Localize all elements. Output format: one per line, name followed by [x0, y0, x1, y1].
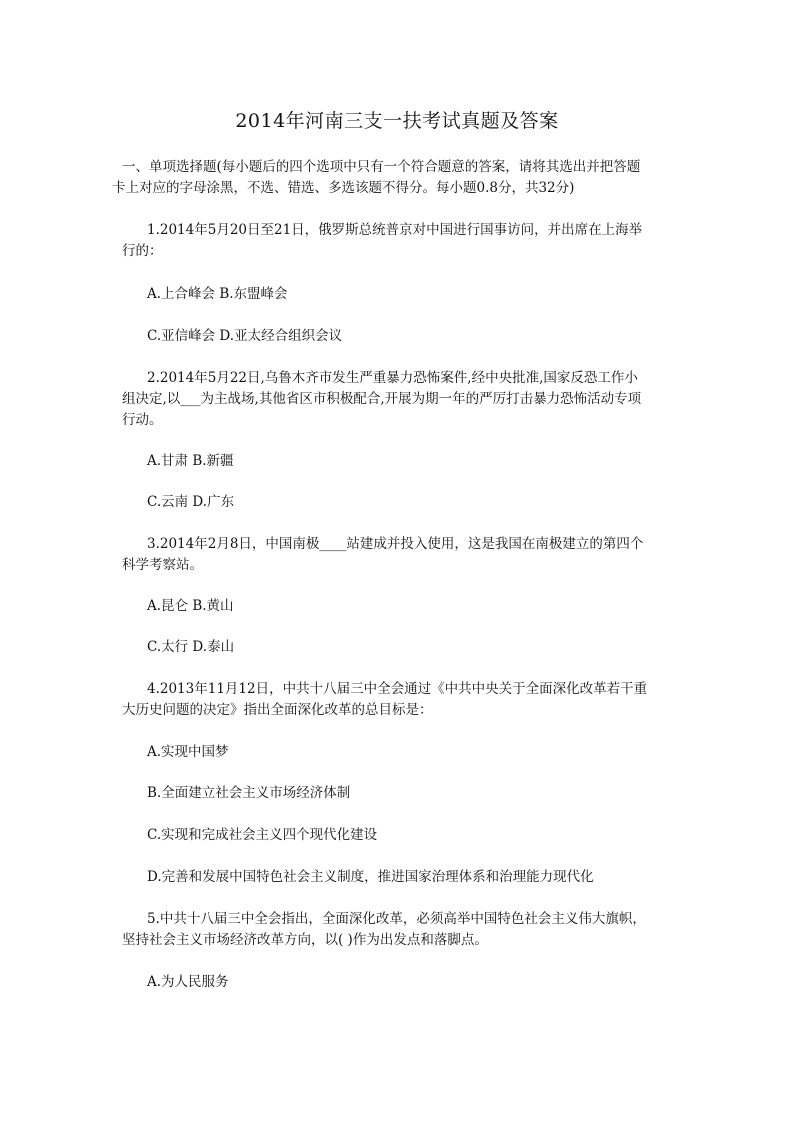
section-header-line: 一、单项选择题(每小题后的四个选项中只有一个符合题意的答案，请将其选出并把答题 — [122, 159, 641, 175]
question-4-stem — [122, 679, 648, 721]
document-title: 2014年河南三支一扶考试真题及答案 — [235, 110, 559, 132]
question-4-option: D.完善和发展中国特色社会主义制度，推进国家治理体系和治理能力现代化 — [147, 869, 594, 885]
question-4-option: B.全面建立社会主义市场经济体制 — [147, 785, 351, 801]
question-1-stem — [122, 220, 643, 262]
question-2-stem — [122, 368, 642, 431]
question-line: 1.2014年5月20日至21日，俄罗斯总统普京对中国进行国事访问，并出席在上海举 — [147, 222, 643, 238]
question-line: 5.中共十八届三中全会指出，全面深化改革，必须高举中国特色社会主义伟大旗帜， — [147, 911, 646, 927]
question-4-option: A.实现中国梦 — [147, 744, 229, 760]
question-1-option: A.上合峰会 B.东盟峰会 — [147, 286, 288, 302]
question-line: 3.2014年2月8日，中国南极____站建成并投入使用，这是我国在南极建立的第四个 — [147, 536, 644, 552]
question-line: 坚持社会主义市场经济改革方向，以( )作为出发点和落脚点。 — [122, 932, 488, 948]
question-3-stem — [122, 534, 644, 576]
question-line: 科学考察站。 — [122, 557, 203, 573]
question-2-option: A.甘肃 B.新疆 — [147, 453, 234, 469]
question-line: 大历史问题的决定》指出全面深化改革的总目标是： — [122, 702, 433, 718]
section-header-line: 卡上对应的字母涂黑，不选、错选、多选该题不得分。每小题0.8分，共32分) — [112, 180, 575, 196]
question-1-option: C.亚信峰会 D.亚太经合组织会议 — [147, 328, 343, 344]
question-line: 组决定,以___为主战场,其他省区市积极配合,开展为期一年的严厉打击暴力恐怖活动专项 — [122, 391, 642, 407]
question-5-option: A.为人民服务 — [147, 974, 229, 990]
question-line: 4.2013年11月12日，中共十八届三中全会通过《中共中央关于全面深化改革若干重 — [147, 681, 648, 697]
question-3-option: C.太行 D.泰山 — [147, 639, 235, 655]
question-line: 行的： — [122, 243, 163, 259]
section-header — [112, 157, 641, 199]
question-4-option: C.实现和完成社会主义四个现代化建设 — [147, 827, 378, 843]
question-line: 2.2014年5月22日,乌鲁木齐市发生严重暴力恐怖案件,经中央批准,国家反恐工作小 — [147, 370, 638, 386]
question-line: 行动。 — [122, 412, 163, 428]
question-5-stem — [122, 909, 646, 951]
question-2-option: C.云南 D.广东 — [147, 494, 235, 510]
question-3-option: A.昆仑 B.黄山 — [147, 598, 234, 614]
